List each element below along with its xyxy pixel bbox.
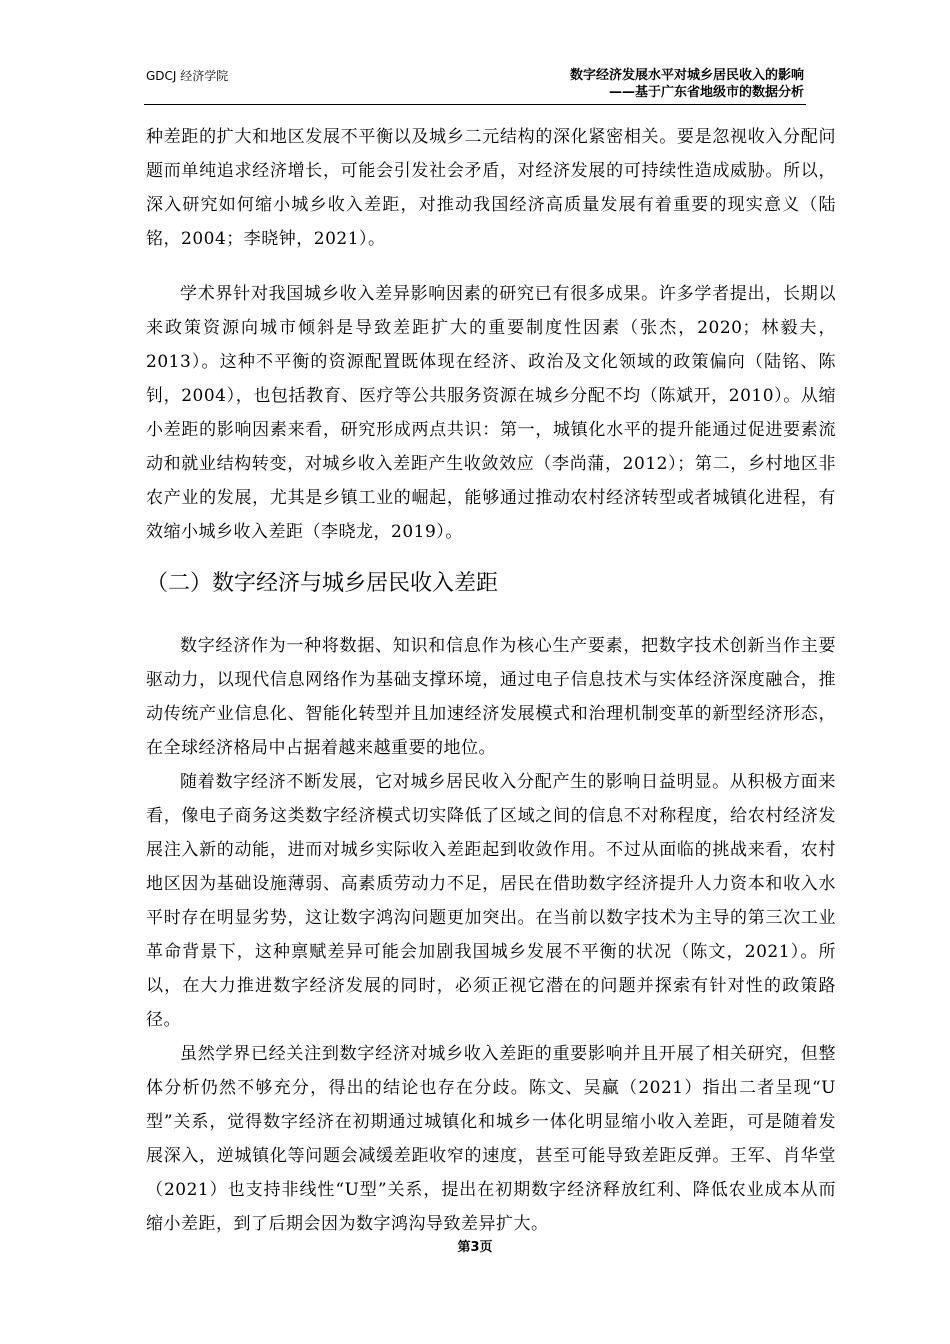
text-block-3 <box>146 629 836 1241</box>
section-heading: （二）数字经济与城乡居民收入差距 <box>146 571 499 596</box>
header-title-line1: 数字经济发展水平对城乡居民收入的影响 <box>569 68 804 83</box>
paragraph: 数字经济作为一种将数据、知识和信息作为核心生产要素，把数字技术创新当作主要驱动力，以现代信息网络作为基础支撑环境，通过电子信息技术与实体经济深度融合，推动传统产业信息化、智能化转型并且加速经济发展模式和治理机制变革的新型经济形态，在全球经济格局中占据着越来越重要的地位。 <box>146 636 836 758</box>
text-block-1 <box>146 120 836 256</box>
page-number: 第3页 <box>457 1240 493 1255</box>
header-institution: GDCJ 经济学院 <box>146 69 229 83</box>
header-title <box>570 67 804 101</box>
header-title-line2: ——基于广东省地级市的数据分析 <box>608 85 804 100</box>
paragraph: 种差距的扩大和地区发展不平衡以及城乡二元结构的深化紧密相关。要是忽视收入分配问题而单纯追求经济增长，可能会引发社会矛盾，对经济发展的可持续性造成威胁。所以，深入研究如何缩小城乡收入差距，对推动我国经济高质量发展有着重要的现实意义（陆铭，2004；李晓钟，2021）。 <box>146 127 836 249</box>
paragraph: 随着数字经济不断发展，它对城乡居民收入分配产生的影响日益明显。从积极方面来看，像电子商务这类数字经济模式切实降低了区域之间的信息不对称程度，给农村经济发展注入新的动能，进而对城乡实际收入差距起到收敛作用。不过从面临的挑战来看，农村地区因为基础设施薄弱、高素质劳动力不足，居民在借助数字经济提升人力资本和收入水平时存在明显劣势，这让数字鸿沟问题更加突出。在当前以数字技术为主导的第三次工业革命背景下，这种禀赋差异可能会加剧我国城乡发展不平衡的状况（陈文，2021）。所以，在大力推进数字经济发展的同时，必须正视它潜在的问题并探索有针对性的政策路径。 <box>146 772 836 1030</box>
paragraph: 学术界针对我国城乡收入差异影响因素的研究已有很多成果。许多学者提出，长期以来政策资源向城市倾斜是导致差距扩大的重要制度性因素（张杰，2020；林毅夫，2013）。这种不平衡的资源配置既体现在经济、政治及文化领域的政策偏向（陆铭、陈钊，2004），也包括教育、医疗等公共服务资源在城乡分配不均（陈斌开，2010）。从缩小差距的影响因素来看，研究形成两点共识：第一，城镇化水平的提升能通过促进要素流动和就业结构转变，对城乡收入差距产生收敛效应（李尚蒲，2012）；第二，乡村地区非农产业的发展，尤其是乡镇工业的崛起，能够通过推动农村经济转型或者城镇化进程，有效缩小城乡收入差距（李晓龙，2019）。 <box>146 284 836 542</box>
header-divider <box>144 104 806 105</box>
paragraph: 虽然学界已经关注到数字经济对城乡收入差距的重要影响并且开展了相关研究，但整体分析仍然不够充分，得出的结论也存在分歧。陈文、吴赢（2021）指出二者呈现“U型”关系，觉得数字经济在初期通过城镇化和城乡一体化明显缩小收入差距，可是随着发展深入，逆城镇化等问题会减缓差距收窄的速度，甚至可能导致差距反弹。王军、肖华堂（2021）也支持非线性“U型”关系，提出在初期数字经济释放红利、降低农业成本从而缩小差距，到了后期会因为数字鸿沟导致差异扩大。 <box>146 1044 836 1234</box>
text-block-2 <box>146 277 836 549</box>
